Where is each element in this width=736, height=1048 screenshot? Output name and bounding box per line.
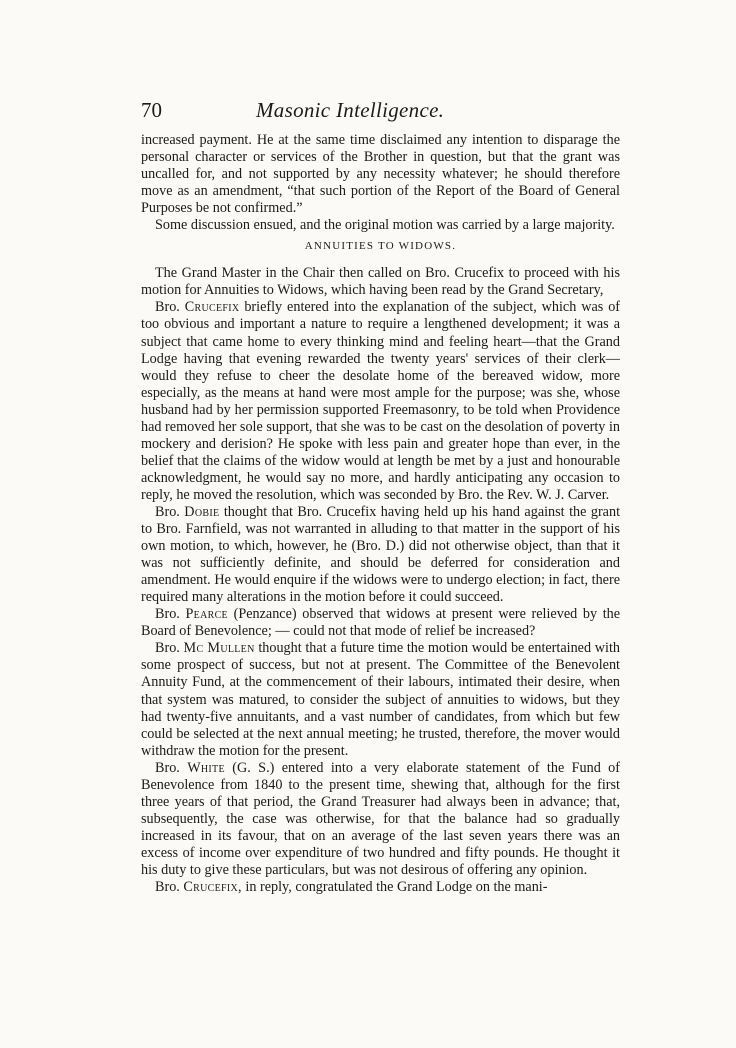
speaker-name: Dobie [184,503,220,520]
running-title: Masonic Intelligence. [256,98,445,122]
speech-text: (Penzance) observed that widows at present were relieved by the Board of Benevolence; — could not that mode of relief be increased? [141,606,621,640]
paragraph-speech-white [141,760,620,879]
article-body [141,132,620,896]
speaker-name: White [187,759,225,776]
paragraph-speech-pearce [141,606,620,640]
page-header [141,98,620,132]
speaker-name: Pearce [185,606,228,623]
speech-text: (G. S.) entered into a very elaborate statement of the Fund of Benevolence from 1840 to the present time, shewing that, although for the first three years of that period, the Grand Treasurer had always been in advance; that, subsequently, the case was otherwise, for that the balance had so gradually increased in its favour, that on an average of the last seven years there was an excess of income over expenditure of two hundred and fifty pounds. He thought it his duty to give these particulars, but was not desirous of offering any opinion. [141,759,621,878]
paragraph-discussion: Some discussion ensued, and the original motion was carried by a large majority. [155,217,615,234]
paragraph-grand-master: The Grand Master in the Chair then called on Bro. Crucefix to proceed with his motion for Annuities to Widows, which having been read by the Grand Secretary, [141,265,620,299]
speaker-prefix: Bro. [155,503,180,520]
speech-text: in reply, congratulated the Grand Lodge on the mani- [245,879,548,896]
speaker-prefix: Bro. [155,640,180,657]
speaker-prefix: Bro. [155,759,180,776]
speech-text: thought that Bro. Crucefix having held up his hand against the grant to Bro. Farnfield, was not warranted in alluding to that matter in the support of his own motion, to which, however, he (Bro. D.) did not otherwise object, than that it was not sufficiently definite, and should be deferred for consideration and amendment. He would enquire if the widows were to undergo election; in fact, there required many alterations in the motion before it could succeed. [141,503,621,606]
paragraph-speech-dobie [141,504,620,606]
speech-text: thought that a future time the motion would be entertained with some prospect of success, but not at present. The Committee of the Benevolent Annuity Fund, at the commencement of their labours, intimated their desire, when that system was matured, to consider the subject of annuities to widows, but they had twenty-five annuitants, and a vast number of candidates, from which but few could be selected at the next annual meeting; he trusted, therefore, the mover would withdraw the motion for the present. [141,640,620,759]
section-heading: ANNUITIES TO WIDOWS. [304,240,457,253]
paragraph-amendment: increased payment. He at the same time disclaimed any intention to disparage the personal character or services of the Brother in question, but that the grant was uncalled for, and not supported by any necessity whatever; he should therefore move as an amendment, “that such portion of the Report of the Board of General Purposes be not confirmed.” [141,132,620,217]
page-number: 70 [141,98,162,122]
paragraph-speech-crucefix-reply [141,879,620,896]
paragraph-speech-mcmullen [141,640,620,759]
speaker-name: Mc Mullen [183,640,255,657]
speaker-prefix: Bro. [155,299,180,316]
speaker-prefix: Bro. [155,879,180,896]
paragraph-speech-crucefix [141,299,620,504]
speaker-prefix: Bro. [155,606,180,623]
speech-text: briefly entered into the explanation of the subject, which was of too obvious and important a nature to require a lengthened development; it was a subject that came home to every thinking mind and feeling heart—that the Grand Lodge having that evening rewarded the twenty years' services of their clerk—would they refuse to cheer the desolate home of the bereaved widow, more especially, as the means at hand were most ample for the purpose; was she, whose husband had by her permission supported Freemasonry, to be told when Providence had removed her sole support, that she was to be cast on the desolation of poverty in mockery and derision? He spoke with less pain and greater hope than ever, in the belief that the claims of the widow would at length be met by a just and honourable acknowledgment, he would say no more, and hardly anticipating any occasion to reply, he moved the resolution, which was seconded by Bro. the Rev. W. J. Carver. [141,299,621,503]
speaker-name: Crucefix [184,299,240,316]
speaker-name: Crucefix, [183,879,242,896]
